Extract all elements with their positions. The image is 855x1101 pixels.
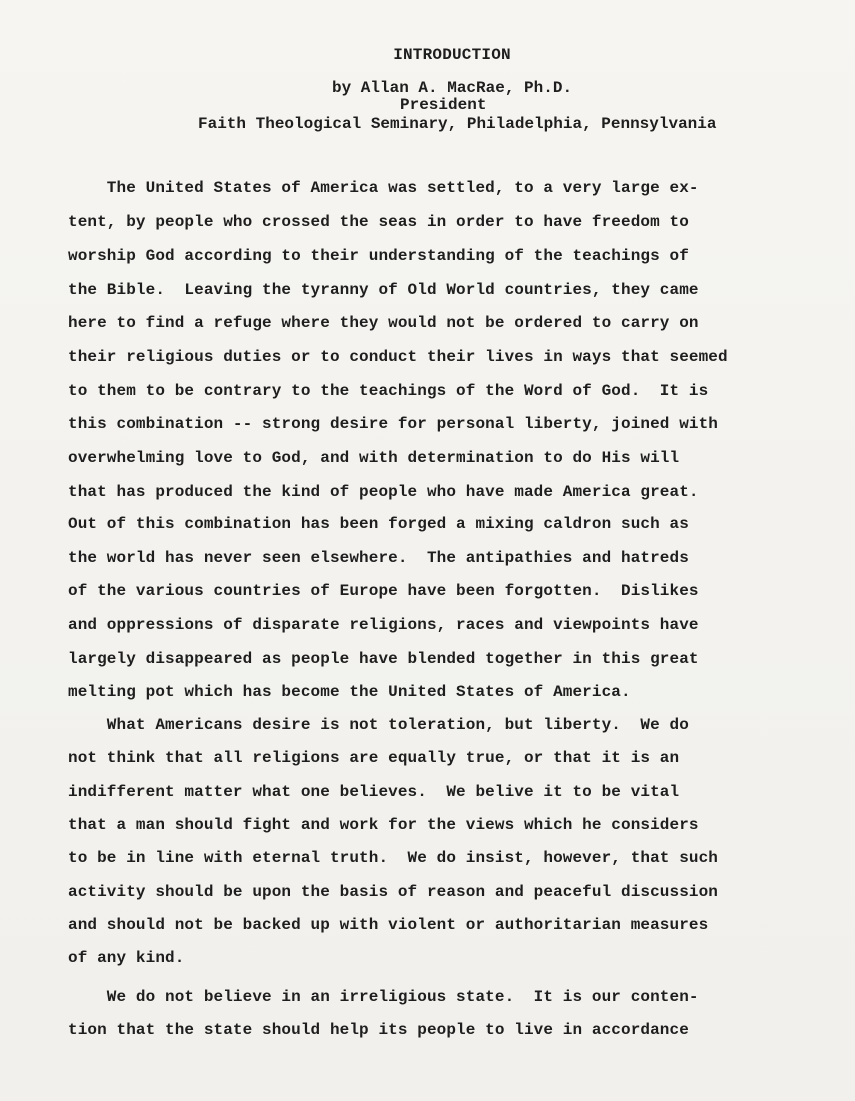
body-line: to them to be contrary to the teachings of the Word of God. It is	[68, 382, 709, 400]
body-line: the world has never seen elsewhere. The antipathies and hatreds	[68, 549, 689, 567]
body-line: indifferent matter what one believes. We belive it to be vital	[68, 783, 680, 801]
body-line: tent, by people who crossed the seas in order to have freedom to	[68, 213, 689, 231]
body-line: Out of this combination has been forged a mixing caldron such as	[68, 515, 689, 533]
body-line: of any kind.	[68, 949, 185, 967]
body-line: their religious duties or to conduct their lives in ways that seemed	[68, 348, 728, 366]
author-institution: Faith Theological Seminary, Philadelphia, Pennsylvania	[198, 115, 717, 133]
body-line: and should not be backed up with violent or authoritarian measures	[68, 916, 709, 934]
body-line: here to find a refuge where they would not be ordered to carry on	[68, 314, 699, 332]
body-line: We do not believe in an irreligious state. It is our conten-	[68, 988, 699, 1006]
body-line: the Bible. Leaving the tyranny of Old World countries, they came	[68, 281, 699, 299]
body-line: that has produced the kind of people who have made America great.	[68, 483, 699, 501]
body-line: tion that the state should help its people to live in accordance	[68, 1021, 689, 1039]
body-line: to be in line with eternal truth. We do insist, however, that such	[68, 849, 719, 867]
body-line: not think that all religions are equally true, or that it is an	[68, 749, 680, 767]
author-byline: by Allan A. MacRae, Ph.D.	[332, 79, 573, 97]
body-line: of the various countries of Europe have been forgotten. Dislikes	[68, 582, 699, 600]
body-line: The United States of America was settled, to a very large ex-	[68, 179, 699, 197]
page-title: INTRODUCTION	[393, 46, 511, 64]
body-line: and oppressions of disparate religions, races and viewpoints have	[68, 616, 699, 634]
body-line: activity should be upon the basis of reason and peaceful discussion	[68, 883, 719, 901]
body-line: that a man should fight and work for the views which he considers	[68, 816, 699, 834]
body-line: What Americans desire is not toleration, but liberty. We do	[68, 716, 689, 734]
body-line: largely disappeared as people have blended together in this great	[68, 650, 699, 668]
author-position: President	[400, 96, 487, 114]
body-line: worship God according to their understanding of the teachings of	[68, 247, 689, 265]
body-line: this combination -- strong desire for personal liberty, joined with	[68, 415, 719, 433]
body-line: melting pot which has become the United States of America.	[68, 683, 631, 701]
body-line: overwhelming love to God, and with determination to do His will	[68, 449, 680, 467]
